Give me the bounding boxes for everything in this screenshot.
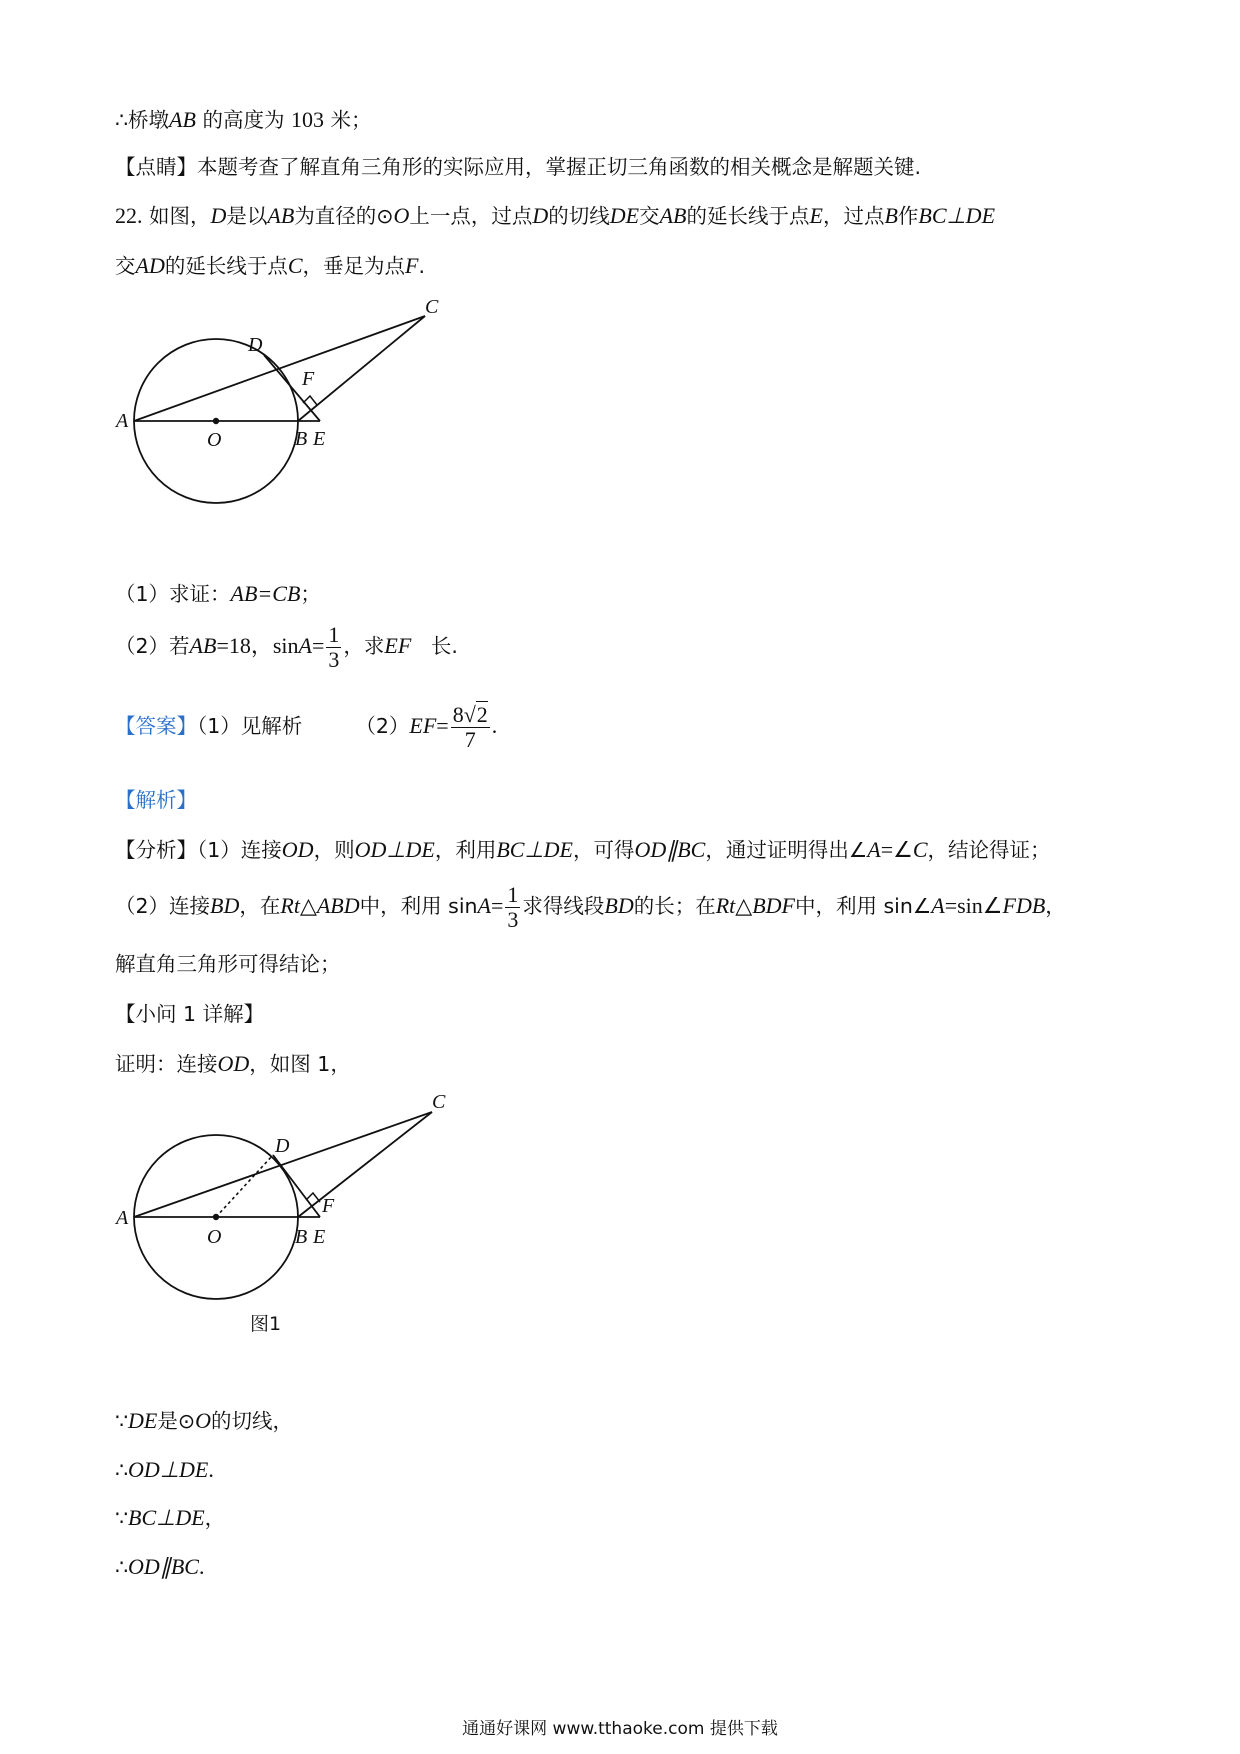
text: 中，利用 sin	[359, 894, 478, 918]
math: AB=CB	[230, 581, 301, 606]
proof-step-2	[115, 1456, 214, 1484]
proof-step-1	[115, 1407, 293, 1435]
text: ，	[1045, 894, 1066, 918]
text: ，利用	[434, 838, 497, 862]
math: A	[931, 893, 945, 918]
part-1-line	[115, 580, 321, 608]
answer-line	[115, 700, 497, 752]
math: DE	[128, 1408, 158, 1433]
label-e: E	[313, 1226, 326, 1248]
text: ，则	[313, 838, 355, 862]
coefficient: 8	[452, 701, 464, 727]
math: BD	[604, 893, 634, 918]
text: =	[311, 633, 325, 658]
math: C	[287, 253, 303, 278]
text: 作	[897, 204, 919, 228]
math: DE	[609, 203, 640, 228]
text: .	[418, 254, 425, 278]
text: 的切线，	[210, 1409, 293, 1433]
question-22-line-1	[115, 202, 995, 230]
radicand: 2	[476, 701, 488, 727]
text: ；	[300, 582, 321, 606]
center-point	[213, 418, 219, 424]
part-2-line	[115, 622, 458, 672]
analysis-line-2	[115, 882, 1066, 932]
label-d: D	[275, 1135, 290, 1157]
proof-step-4	[115, 1553, 204, 1581]
text: ，可得	[572, 838, 635, 862]
text: 米；	[330, 108, 372, 132]
text: （2）连接	[115, 894, 211, 918]
denominator: 3	[507, 906, 519, 932]
text: 的延长线于点	[686, 204, 810, 228]
analysis-line-1	[115, 836, 1051, 864]
subquestion-1-tag: 【小问 1 详解】	[115, 1002, 265, 1026]
math: OD	[281, 837, 314, 862]
text: ，过点	[822, 204, 885, 228]
question-number: 22.	[115, 203, 143, 228]
math: BC⊥DE	[128, 1505, 205, 1530]
text: 的长；在	[633, 894, 716, 918]
text: ，	[204, 1506, 226, 1530]
text: 是⊙	[157, 1409, 196, 1433]
text: ，通过证明得出∠	[705, 838, 868, 862]
text: ∴	[115, 1555, 129, 1579]
math: O	[195, 1408, 211, 1433]
text: 的切线	[548, 204, 610, 228]
text: 证明：连接	[115, 1052, 218, 1076]
text: ∵	[115, 1409, 129, 1433]
numerator: 8√2	[452, 701, 488, 727]
math: OD	[217, 1051, 250, 1076]
conclusion-line	[115, 106, 372, 134]
text: =	[436, 713, 449, 738]
label-f: F	[322, 1195, 335, 1217]
math: A	[867, 837, 881, 862]
text: 求得线段	[522, 894, 605, 918]
numerator: 1	[328, 621, 340, 647]
fraction-one-third	[326, 623, 341, 672]
center-point	[213, 1214, 219, 1220]
label-b: B	[295, 1226, 308, 1248]
denominator: 7	[464, 726, 476, 752]
math: OD⊥DE	[354, 837, 435, 862]
analysis-tag: 【解析】	[115, 788, 197, 812]
line-ac	[134, 1112, 432, 1217]
math: C	[912, 837, 928, 862]
proof-line	[115, 1050, 351, 1078]
text: 是以	[226, 204, 268, 228]
math: BC⊥DE	[918, 203, 996, 228]
text: 长.	[430, 634, 458, 658]
math: F	[405, 253, 419, 278]
dianjing-line: 【点睛】本题考查了解直角三角形的实际应用，掌握正切三角函数的相关概念是解题关键.	[115, 155, 922, 179]
proof-step-3	[115, 1504, 225, 1532]
math: BDF	[752, 893, 795, 918]
math: D	[532, 203, 549, 228]
text: ∴	[115, 1458, 129, 1482]
math: Rt	[280, 893, 300, 918]
label-e: E	[313, 428, 326, 450]
text: ，如图 1，	[249, 1052, 351, 1076]
analysis-line-3: 解直角三角形可得结论；	[115, 952, 341, 976]
denominator: 3	[328, 646, 340, 672]
text: 如图，	[149, 204, 211, 228]
label-a: A	[116, 1207, 129, 1229]
text: （1）求证：	[115, 582, 231, 606]
math: OD∥BC	[128, 1554, 199, 1579]
text: =∠	[880, 837, 913, 862]
geometry-figure-1	[110, 1090, 470, 1340]
math: BD	[210, 893, 240, 918]
question-22-line-2	[115, 252, 425, 280]
math: A	[477, 893, 491, 918]
label-d: D	[248, 334, 263, 356]
math: A	[298, 633, 312, 658]
text: ，求	[343, 634, 385, 658]
fraction-answer	[451, 703, 490, 752]
label-a: A	[116, 410, 129, 432]
math: BC⊥DE	[496, 837, 573, 862]
text: .	[491, 713, 498, 738]
fraction-one-third	[505, 883, 520, 932]
text: 【分析】（1）连接	[115, 838, 282, 862]
number: 103	[291, 107, 324, 132]
text: 交	[639, 204, 660, 228]
math: OD∥BC	[634, 837, 706, 862]
math: Rt	[715, 893, 736, 918]
math: FDB	[1002, 893, 1046, 918]
text: ，结论得证；	[927, 838, 1051, 862]
label-o: O	[207, 1226, 222, 1248]
geometry-figure	[110, 295, 470, 515]
label-c: C	[425, 296, 439, 318]
text: ∴桥墩	[115, 108, 170, 132]
text: .	[208, 1457, 214, 1482]
text: =	[490, 893, 504, 918]
math: AB	[267, 203, 295, 228]
figure-caption: 图1	[250, 1313, 282, 1335]
text: 中，利用 sin∠	[794, 894, 932, 918]
math: EF	[409, 713, 437, 738]
text: 的延长线于点	[164, 254, 288, 278]
math: O	[393, 203, 410, 228]
label-b: B	[295, 428, 308, 450]
footer-source: 通通好课网 www.tthaoke.com 提供下载	[462, 1719, 778, 1739]
label-c: C	[432, 1091, 446, 1113]
math: E	[809, 203, 823, 228]
text: △	[735, 893, 753, 918]
text: ，在	[239, 894, 281, 918]
text: 为直径的⊙	[294, 204, 394, 228]
text: （1）见解析	[197, 714, 303, 738]
line-ac	[134, 316, 425, 421]
math-ab: AB	[169, 107, 196, 132]
math: EF	[384, 633, 412, 658]
text: .	[198, 1554, 205, 1579]
text: 的高度为	[202, 108, 285, 132]
text: ∵	[115, 1506, 129, 1530]
math: AD	[135, 253, 165, 278]
text: =sin∠	[944, 893, 1003, 918]
answer-tag: 【答案】	[115, 714, 197, 738]
line-bc	[298, 1112, 432, 1217]
label-f: F	[302, 368, 315, 390]
line-de	[273, 1155, 320, 1217]
numerator: 1	[507, 881, 519, 907]
text: （2）若	[115, 634, 190, 658]
text: ，垂足为点	[302, 254, 406, 278]
text: △	[299, 893, 317, 918]
line-bc	[298, 316, 425, 421]
text: 上一点，过点	[409, 204, 533, 228]
text: 交	[115, 254, 136, 278]
math: D	[210, 203, 227, 228]
math: OD⊥DE	[128, 1457, 209, 1482]
math: B	[884, 203, 898, 228]
math: ABD	[316, 893, 360, 918]
label-o: O	[207, 429, 222, 451]
text: =18，sin	[216, 633, 299, 658]
math: AB	[189, 633, 217, 658]
text: （2）	[355, 714, 410, 738]
math: AB	[659, 203, 687, 228]
